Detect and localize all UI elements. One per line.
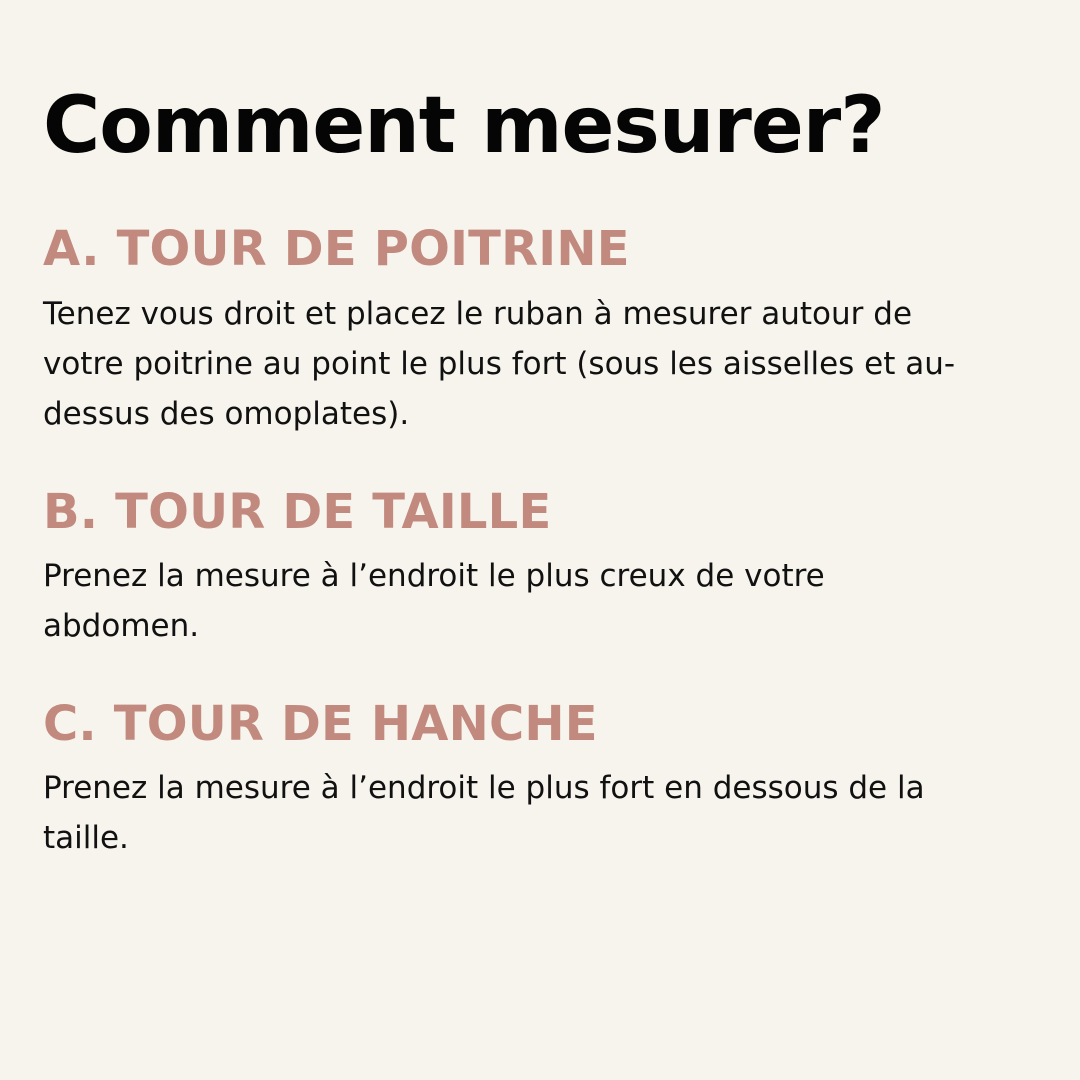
section-heading-hanche: C. TOUR DE HANCHE <box>43 696 598 752</box>
section-body-line: Prenez la mesure à l’endroit le plus creux de votre <box>43 558 825 594</box>
section-body-line: abdomen. <box>43 608 200 644</box>
page-title: Comment mesurer? <box>43 81 885 171</box>
section-heading-taille: B. TOUR DE TAILLE <box>43 484 552 540</box>
section-body-poitrine <box>43 289 1078 439</box>
section-body-line: votre poitrine au point le plus fort (sous les aisselles et au- <box>43 346 956 382</box>
section-body-hanche <box>43 763 1078 863</box>
section-heading-poitrine: A. TOUR DE POITRINE <box>43 221 630 277</box>
section-body-line: Tenez vous droit et placez le ruban à mesurer autour de <box>43 296 913 332</box>
section-body-line: taille. <box>43 820 129 856</box>
section-body-line: dessus des omoplates). <box>43 396 410 432</box>
section-body-taille <box>43 551 1078 651</box>
section-body-line: Prenez la mesure à l’endroit le plus fort en dessous de la <box>43 770 925 806</box>
